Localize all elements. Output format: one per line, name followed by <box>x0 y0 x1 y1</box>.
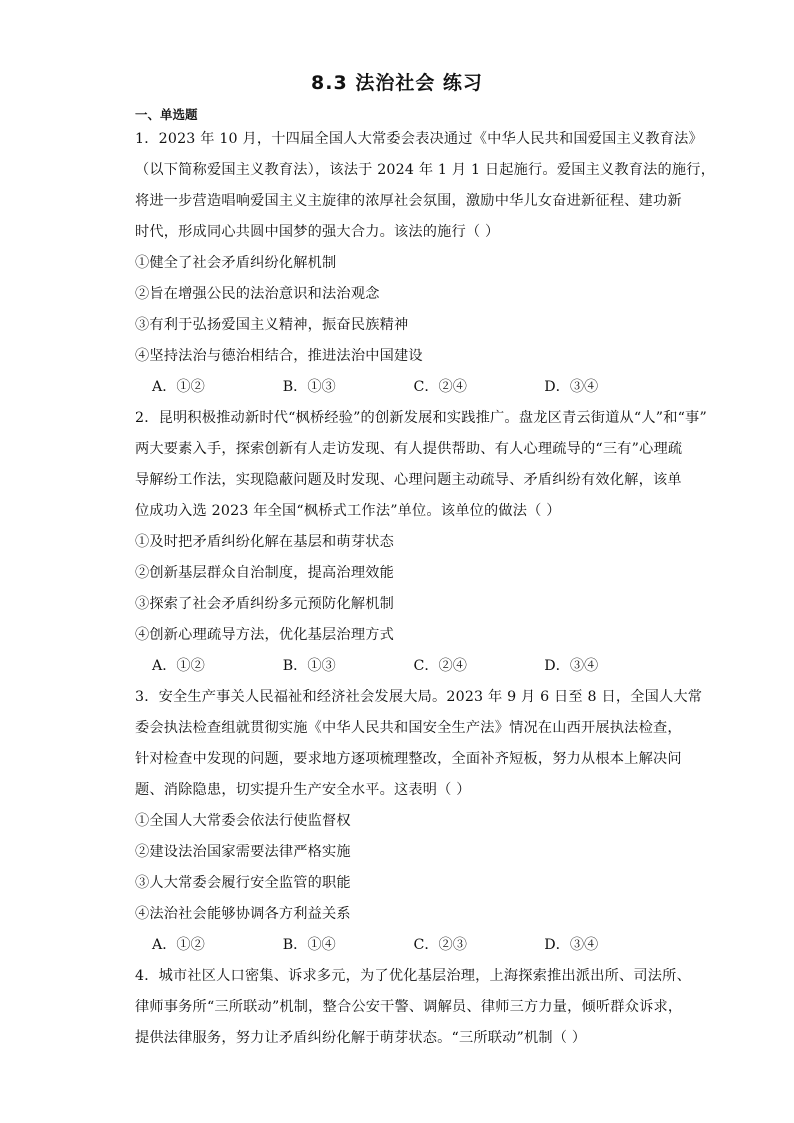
statement-item: ①及时把矛盾纠纷化解在基层和萌芽状态 <box>135 534 394 550</box>
question-text-line: 针对检查中发现的问题，要求地方逐项梳理整改，全面补齐短板，努力从根本上解决问 <box>135 751 682 767</box>
question-text-line: （以下简称爱国主义教育法），该法于 2024 年 1 月 1 日起施行。爱国主义教育法的施行， <box>135 162 716 178</box>
option-a[interactable]: A．①② <box>152 379 205 395</box>
page-title: 8.3 法治社会 练习 <box>311 72 483 94</box>
question-text-line: 1．2023 年 10 月，十四届全国人大常委会表决通过《中华人民共和国爱国主义教育法》 <box>135 131 703 147</box>
option-c[interactable]: C．②④ <box>413 379 467 395</box>
question-text-line: 律师事务所“三所联动”机制，整合公安干警、调解员、律师三方力量，倾听群众诉求， <box>135 999 683 1015</box>
statement-item: ④法治社会能够协调各方利益关系 <box>135 906 351 922</box>
answer-options <box>135 651 675 682</box>
statement-item: ③有利于弘扬爱国主义精神，振奋民族精神 <box>135 317 409 333</box>
question-text-line: 3．安全生产事关人民福祉和经济社会发展大局。2023 年 9 月 6 日至 8 日，全国人大常 <box>135 689 703 705</box>
option-a[interactable]: A．①② <box>152 658 205 674</box>
question-text-line: 题、消除隐患，切实提升生产安全水平。这表明（ ） <box>135 782 471 798</box>
answer-options <box>135 930 675 961</box>
option-d[interactable]: D．③④ <box>544 658 599 674</box>
question-text-line: 委会执法检查组就贯彻实施《中华人民共和国安全生产法》情况在山西开展执法检查， <box>135 720 682 736</box>
statement-item: ③探索了社会矛盾纠纷多元预防化解机制 <box>135 596 394 612</box>
statement-item: ②建设法治国家需要法律严格实施 <box>135 844 351 860</box>
question-text-line: 位成功入选 2023 年全国“枫桥式工作法”单位。该单位的做法（ ） <box>135 503 561 519</box>
option-c[interactable]: C．②④ <box>413 658 467 674</box>
statement-item: ③人大常委会履行安全监管的职能 <box>135 875 351 891</box>
question-text-line: 将进一步营造唱响爱国主义主旋律的浓厚社会氛围，激励中华儿女奋进新征程、建功新 <box>135 193 682 209</box>
question-list <box>135 124 716 1054</box>
question-text-line: 2．昆明积极推动新时代“枫桥经验”的创新发展和实践推广。盘龙区青云街道从“人”和“事” <box>135 410 707 426</box>
question-text-line: 时代，形成同心共圆中国梦的强大合力。该法的施行（ ） <box>135 224 500 240</box>
statement-item: ④创新心理疏导方法，优化基层治理方式 <box>135 627 394 643</box>
answer-options <box>135 372 675 403</box>
question-3 <box>135 682 703 961</box>
statement-item: ①全国人大常委会依法行使监督权 <box>135 813 351 829</box>
option-c[interactable]: C．②③ <box>413 937 467 953</box>
section-heading: 一、单选题 <box>135 107 198 122</box>
question-1 <box>135 124 716 403</box>
option-b[interactable]: B．①③ <box>282 658 336 674</box>
option-d[interactable]: D．③④ <box>544 937 599 953</box>
question-text-line: 导解纷工作法，实现隐蔽问题及时发现、心理问题主动疏导、矛盾纠纷有效化解，该单 <box>135 472 682 488</box>
statement-item: ④坚持法治与德治相结合，推进法治中国建设 <box>135 348 423 364</box>
option-b[interactable]: B．①④ <box>282 937 336 953</box>
question-4 <box>135 961 691 1054</box>
question-2 <box>135 403 707 682</box>
option-d[interactable]: D．③④ <box>544 379 599 395</box>
option-b[interactable]: B．①③ <box>282 379 336 395</box>
statement-item: ②旨在增强公民的法治意识和法治观念 <box>135 286 380 302</box>
statement-item: ①健全了社会矛盾纠纷化解机制 <box>135 255 337 271</box>
question-text-line: 提供法律服务，努力让矛盾纠纷化解于萌芽状态。“三所联动”机制（ ） <box>135 1030 587 1046</box>
question-text-line: 两大要素入手，探索创新有人走访发现、有人提供帮助、有人心理疏导的“三有”心理疏 <box>135 441 683 457</box>
option-a[interactable]: A．①② <box>152 937 205 953</box>
statement-item: ②创新基层群众自治制度，提高治理效能 <box>135 565 394 581</box>
question-text-line: 4．城市社区人口密集、诉求多元，为了优化基层治理，上海探索推出派出所、司法所、 <box>135 968 691 984</box>
